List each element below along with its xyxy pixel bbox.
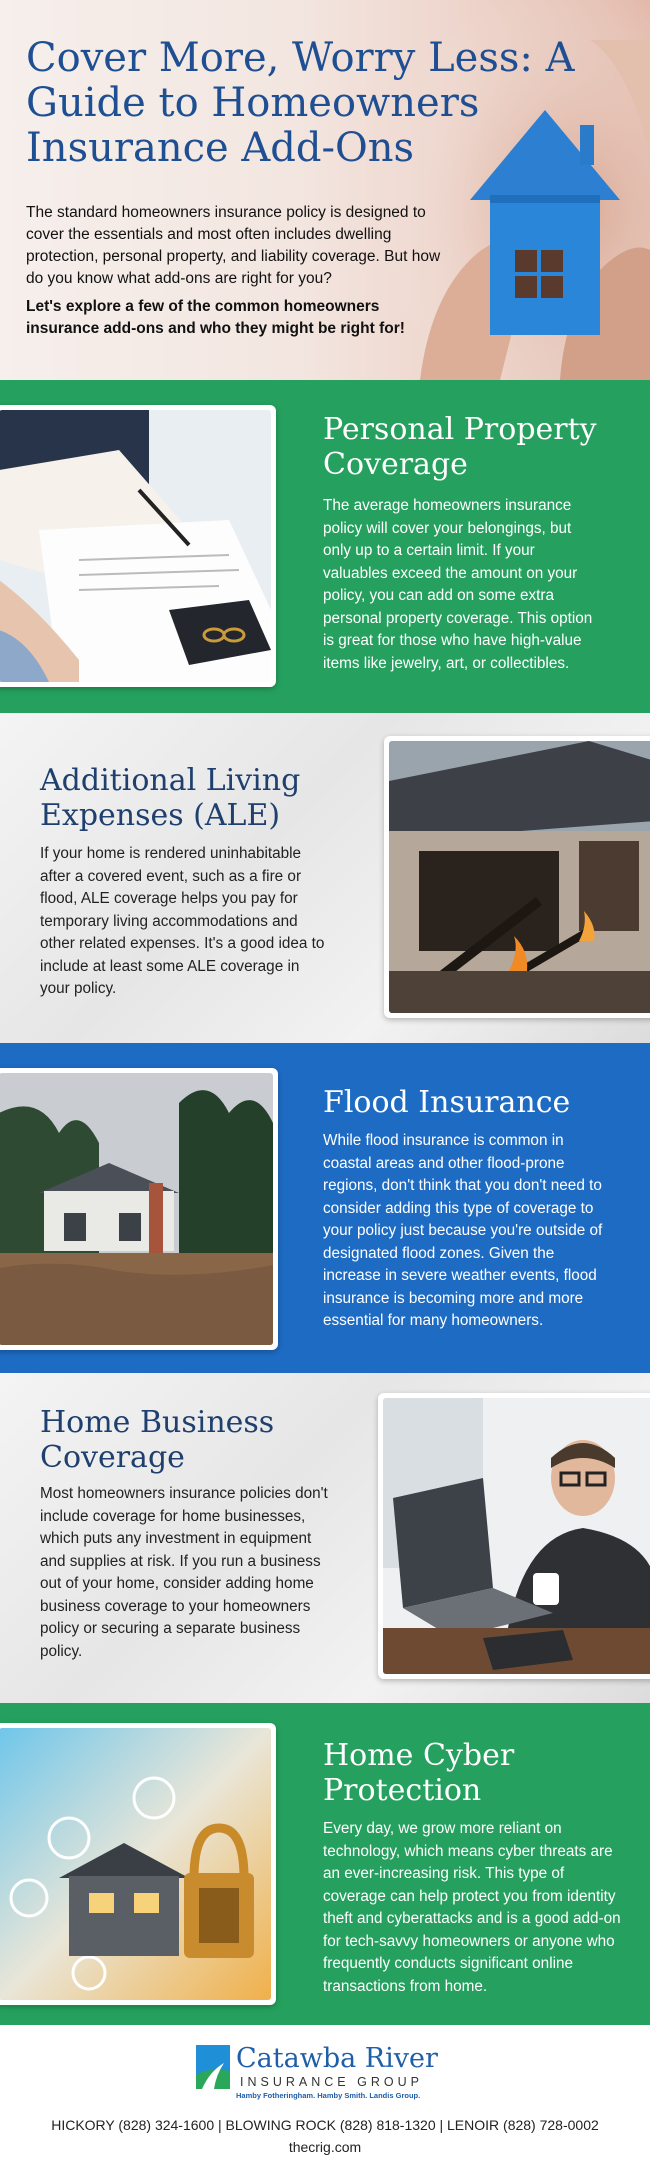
page-title: Cover More, Worry Less: A Guide to Homeowners Insurance Add-Ons — [26, 35, 575, 171]
section-home-business-coverage — [0, 1373, 650, 1703]
section-title: Home Cyber Protection — [323, 1738, 515, 1808]
section-title: Home Business Coverage — [40, 1405, 275, 1475]
intro-cta-text: Let's explore a few of the common homeowners insurance add-ons and who they might be right for! — [26, 298, 405, 337]
company-logo[interactable] — [196, 2045, 456, 2105]
man-at-laptop-photo — [383, 1398, 650, 1674]
section-photo — [0, 1068, 278, 1350]
cyber-house-padlock-photo — [0, 1728, 271, 2000]
section-home-cyber-protection — [0, 1703, 650, 2025]
section-flood-insurance — [0, 1043, 650, 1373]
river-logo-icon — [196, 2045, 230, 2089]
section-title: Personal Property Coverage — [323, 412, 597, 482]
footer — [0, 2025, 650, 2165]
contact-phones: HICKORY (828) 324-1600 | BLOWING ROCK (828) 818-1320 | LENOIR (828) 728-0002 — [51, 2117, 599, 2133]
section-body: The average homeowners insurance policy will cover your belongings, but only up to a certain limit. If your valuables exceed the amount on your policy, you can add on some extra personal property coverage. This option is great for those who have high-value items like jewelry, art, or collectibles. — [323, 497, 593, 672]
logo-subtitle: INSURANCE GROUP — [240, 2075, 423, 2089]
section-photo — [384, 736, 650, 1018]
section-photo — [0, 405, 276, 687]
burned-house-photo — [389, 741, 650, 1013]
section-photo — [0, 1723, 276, 2005]
section-title: Flood Insurance — [323, 1085, 571, 1120]
section-title: Additional Living Expenses (ALE) — [40, 763, 301, 833]
section-photo — [378, 1393, 650, 1679]
section-additional-living-expenses — [0, 713, 650, 1043]
website-link[interactable]: thecrig.com — [288, 2139, 362, 2155]
logo-company-name: Catawba River — [236, 2043, 438, 2074]
flooded-house-photo — [0, 1073, 273, 1345]
section-personal-property — [0, 380, 650, 713]
contract-signing-photo — [0, 410, 271, 682]
section-body: While flood insurance is common in coastal areas and other flood-prone regions, don't think that you don't need to consider adding this type of coverage to your policy just because you're outside of designated flood zones. Given the increase in severe weather events, flood insurance is becoming more and more essential for many homeowners. — [323, 1132, 603, 1329]
intro-text: The standard homeowners insurance policy is designed to cover the essentials and most often includes dwelling protection, personal property, and liability coverage. But how do you know what add-ons are right for you? — [26, 204, 441, 287]
logo-tagline: Hamby Fotheringham. Hamby Smith. Landis Group. — [236, 2091, 421, 2100]
section-body: If your home is rendered uninhabitable after a covered event, such as a fire or flood, ALE coverage helps you pay for temporary living accommodations and other related expenses. It's a good idea to include at least some ALE coverage in your policy. — [40, 845, 325, 997]
hero-banner — [0, 0, 650, 380]
section-body: Every day, we grow more reliant on technology, which means cyber threats are an ever-increasing risk. This type of coverage can help protect you from identity theft and cyberattacks and is a good add-on for tech-savvy homeowners or anyone who frequently conducts significant online transactions from home. — [323, 1820, 621, 1995]
section-body: Most homeowners insurance policies don't include coverage for home businesses, which puts any investment in equipment and supplies at risk. If you run a business out of your home, consider adding home business coverage to your homeowners policy or securing a separate business policy. — [40, 1485, 328, 1660]
